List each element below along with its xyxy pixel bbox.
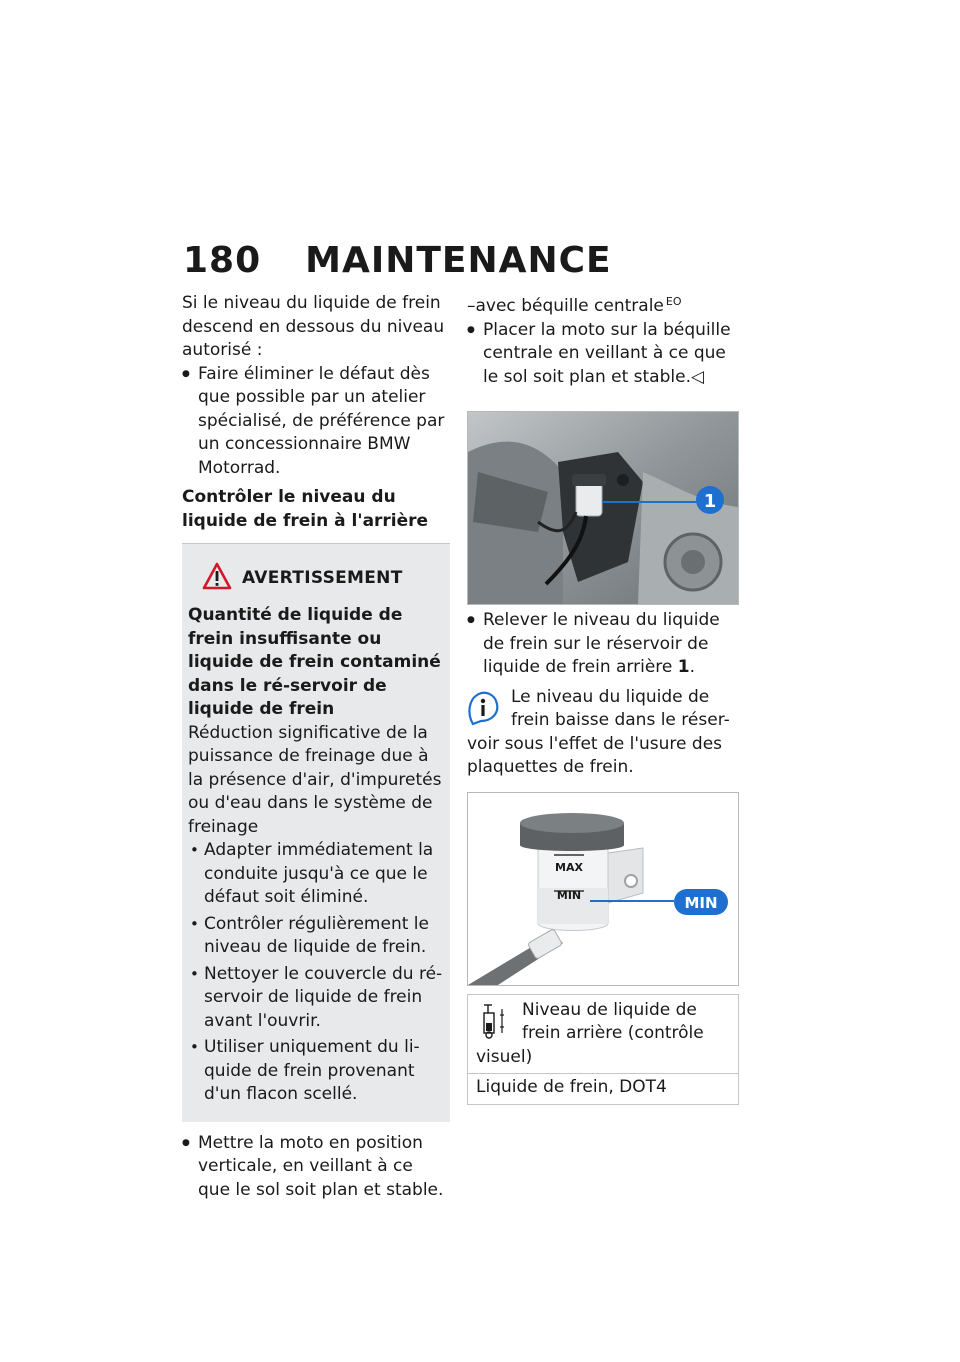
info-line3: voir sous l'effet de l'usure des plaquettes de frein. — [467, 733, 723, 777]
spec-label-line2: frein arrière (contrôle — [522, 1023, 704, 1043]
page-number: 180 — [183, 240, 262, 281]
step2-bullet: ● Relever le niveau du liquide de frein sur le réservoir de liquide de frein arrière 1. — [467, 609, 739, 680]
info-line1: Le niveau du liquide de — [511, 686, 710, 707]
section-subheading: Contrôler le niveau du liquide de frein à l'arrière — [182, 487, 429, 531]
gauge-icon — [478, 1003, 508, 1043]
warning-actions — [188, 839, 444, 1107]
spec-label-row — [468, 995, 738, 1075]
option-text: –avec béquille centrale — [467, 296, 664, 316]
intro-paragraph: Si le niveau du liquide de frein descend en dessous du niveau autorisé : — [182, 293, 445, 360]
warning-label: AVERTISSEMENT — [242, 568, 403, 588]
spec-table — [467, 994, 739, 1105]
step2-text: Relever le niveau du liquide de frein sur le réservoir de liquide de frein arrière — [483, 610, 720, 677]
step2-list — [467, 609, 739, 680]
warning-triangle-icon — [202, 562, 232, 594]
final-bullet: ● Mettre la moto en position verticale, en veillant à ce que le sol soit plan et stable. — [182, 1132, 450, 1203]
step1-list — [467, 319, 739, 390]
warning-headline: Quantité de liquide de frein insuffisante ou liquide de frein contaminé dans le ré-servoir de liquide de frein — [188, 605, 441, 719]
spec-label-line3: visuel) — [476, 1046, 533, 1067]
figure-min-max-reservoir — [467, 792, 739, 986]
info-note — [467, 686, 739, 780]
section-title: MAINTENANCE — [305, 240, 612, 281]
step1-bullet — [467, 319, 739, 390]
figure2-max-label: MAX — [555, 860, 583, 874]
figure2-min-label: MIN — [556, 888, 582, 902]
intro-bullet: ● Faire éliminer le défaut dès que possible par un atelier spécialisé, de préférence par un concessionnaire BMW Motorrad. — [182, 363, 450, 481]
left-column — [182, 292, 450, 1205]
end-mark: ◁ — [690, 366, 705, 387]
reservoir-photo-illustration — [468, 412, 738, 604]
figure2-callout: MIN — [684, 893, 718, 912]
final-bullet-list — [182, 1132, 450, 1203]
spec-label — [476, 999, 732, 1070]
warning-action-item: • Nettoyer le couvercle du ré-servoir de liquide de frein avant l'ouvrir. — [188, 963, 444, 1034]
step1-text: Placer la moto sur la béquille centrale en veillant à ce que le sol soit plan et stable. — [483, 319, 731, 387]
figure1-callout: 1 — [703, 491, 717, 512]
info-line2: frein baisse dans le réser- — [511, 710, 730, 730]
warning-title-row — [188, 556, 444, 600]
warning-action-item: • Utiliser uniquement du li-quide de frein provenant d'un flacon scellé. — [188, 1036, 444, 1107]
option-code: EO — [665, 295, 682, 308]
warning-box — [182, 543, 450, 1122]
right-column — [467, 290, 739, 1105]
warning-action-item: • Contrôler régulièrement le niveau de liquide de frein. — [188, 913, 444, 960]
figure-rear-reservoir-photo — [467, 411, 739, 605]
step2-ref: 1 — [677, 657, 690, 677]
intro-bullet-list — [182, 363, 450, 481]
min-max-illustration — [468, 793, 738, 985]
info-icon — [467, 690, 499, 730]
warning-body: Réduction significative de la puissance de freinage due à la présence d'air, d'impuretés ou d'eau dans le système de freinage — [188, 722, 442, 837]
page-header — [183, 240, 612, 281]
spec-value: Liquide de frein, DOT4 — [476, 1077, 667, 1097]
option-line — [467, 290, 739, 319]
warning-action-item: • Adapter immédiatement la conduite jusqu'à ce que le défaut soit éliminé. — [188, 839, 444, 910]
spec-label-line1: Niveau de liquide de — [522, 999, 697, 1020]
